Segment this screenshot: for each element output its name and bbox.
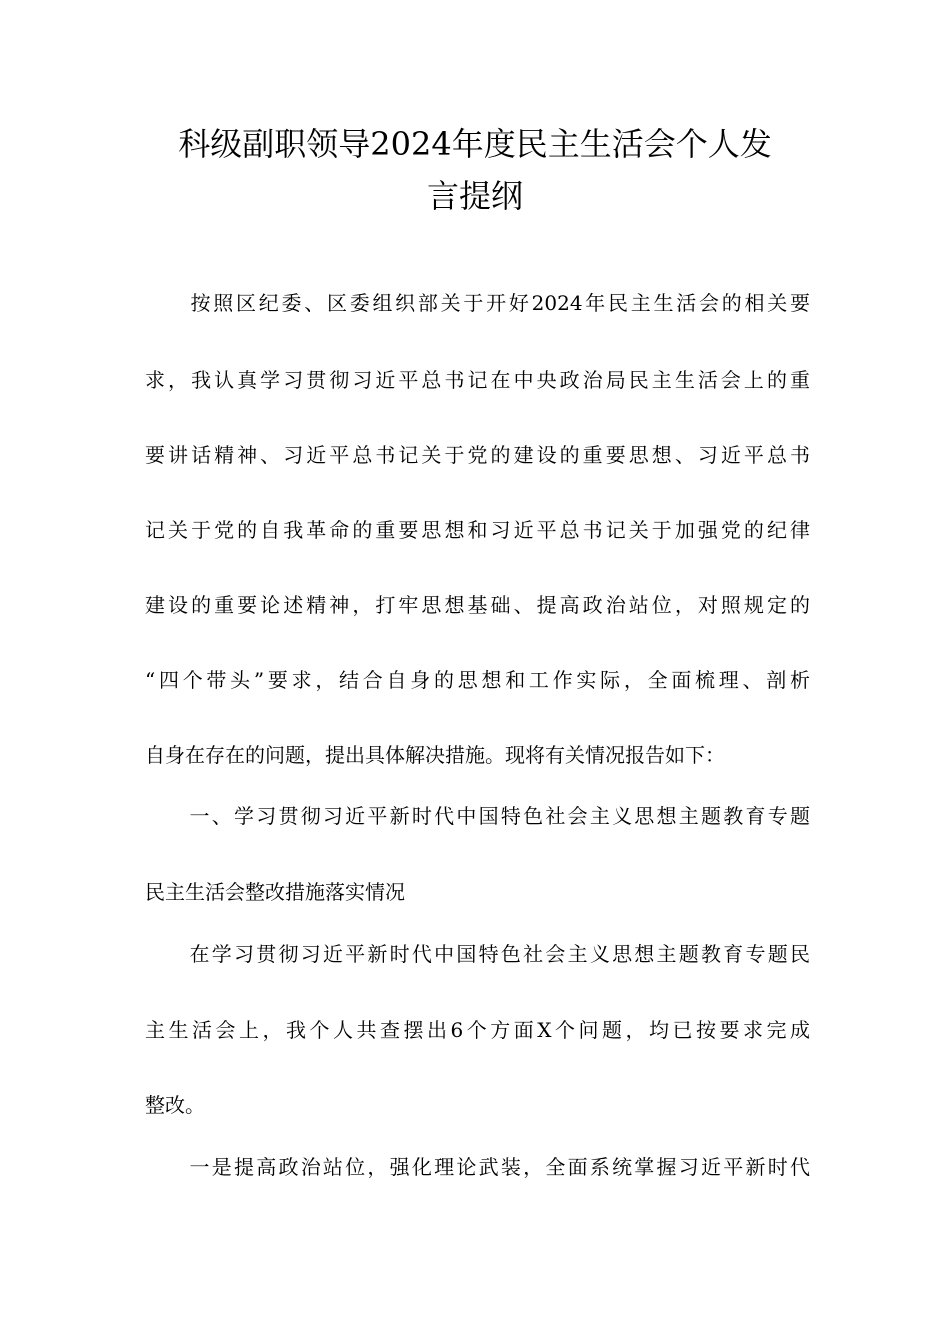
section-heading-line: 民主生活会整改措施落实情况 (145, 880, 405, 904)
title-line-2: 言提纲 (426, 177, 523, 215)
body-line: 要讲话精神、习近平总书记关于党的建设的重要思想、习近平总书 (145, 443, 810, 467)
body-line: 按照区纪委、区委组织部关于开好2024年民主生活会的相关要 (145, 291, 810, 315)
body-line: 记关于党的自我革命的重要思想和习近平总书记关于加强党的纪律 (145, 518, 810, 542)
body-line: 求，我认真学习贯彻习近平总书记在中央政治局民主生活会上的重 (145, 368, 810, 392)
body-line: 主生活会上，我个人共查摆出6个方面X个问题，均已按要求完成 (145, 1018, 810, 1042)
section-heading-line: 一、学习贯彻习近平新时代中国特色社会主义思想主题教育专题 (145, 804, 810, 828)
document-title (140, 118, 810, 222)
body-line: “四个带头”要求，结合自身的思想和工作实际，全面梳理、剖析 (145, 668, 810, 692)
title-line-1: 科级副职领导2024年度民主生活会个人发 (178, 125, 772, 163)
body-line: 整改。 (145, 1093, 205, 1117)
body-line: 建设的重要论述精神，打牢思想基础、提高政治站位，对照规定的 (145, 593, 810, 617)
body-line: 一是提高政治站位，强化理论武装，全面系统掌握习近平新时代 (145, 1155, 810, 1179)
body-line: 在学习贯彻习近平新时代中国特色社会主义思想主题教育专题民 (145, 942, 810, 966)
body-line: 自身在存在的问题，提出具体解决措施。现将有关情况报告如下： (145, 743, 725, 767)
